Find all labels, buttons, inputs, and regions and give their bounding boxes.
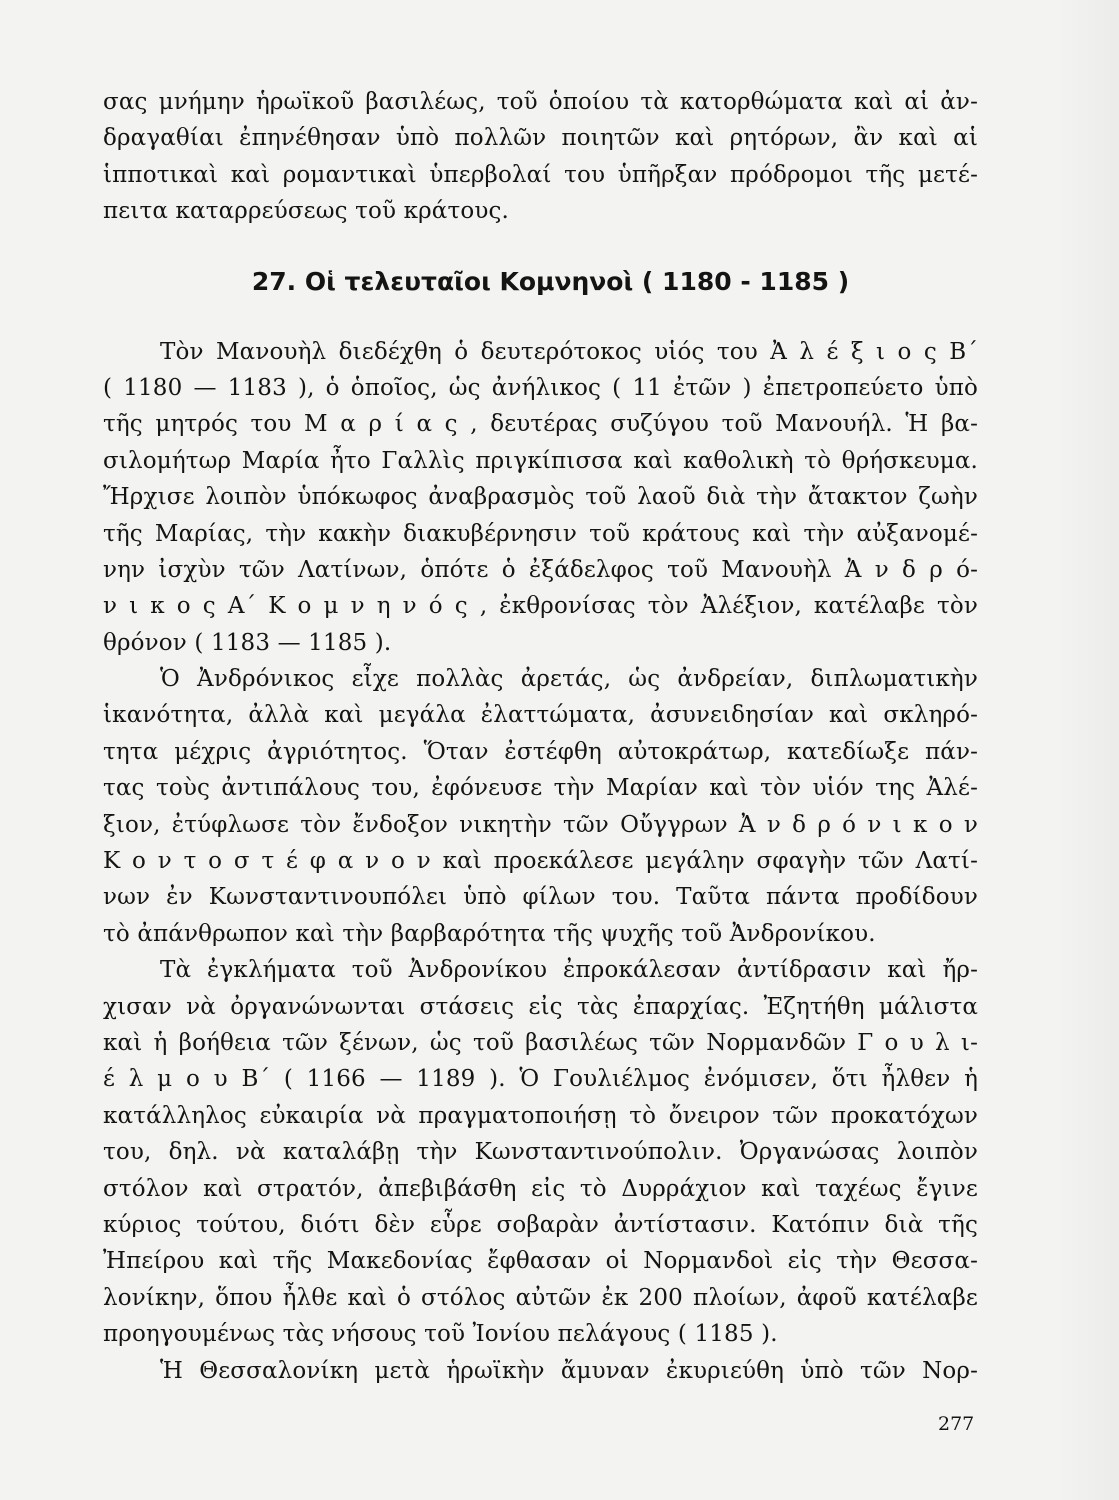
text-line: Ἡ Θεσσαλονίκη μετὰ ἡρωϊκὴν ἄμυναν ἐκυριεύθη ὑπὸ τῶν Νορ- xyxy=(160,1357,978,1384)
paragraph-4 xyxy=(103,1353,978,1389)
text-line: Ὁ Ἀνδρόνικος εἶχε πολλὰς ἀρετάς, ὡς ἀνδρείαν, διπλωματικὴν xyxy=(160,666,978,693)
paragraph-2 xyxy=(103,661,978,952)
paragraph-1 xyxy=(103,334,978,662)
text-line: χισαν νὰ ὀργανώνωνται στάσεις εἰς τὰς ἐπαρχίας. Ἐζητήθη μάλιστα xyxy=(103,993,978,1020)
text-line: Τὸν Μανουὴλ διεδέχθη ὁ δευτερότοκος υἱός του Ἀ λ έ ξ ι ο ς Β΄ xyxy=(160,338,978,365)
page-body xyxy=(103,84,978,1389)
page-edge-shadow xyxy=(1059,0,1119,1500)
text-line: προηγουμένως τὰς νήσους τοῦ Ἰονίου πελάγους ( 1185 ). xyxy=(103,1321,778,1348)
text-line: τῆς Μαρίας, τὴν κακὴν διακυβέρνησιν τοῦ κράτους καὶ τὴν αὐξανομέ- xyxy=(103,520,978,547)
text-line: ἱπποτικαὶ καὶ ρομαντικαὶ ὑπερβολαί του ὑπῆρξαν πρόδρομοι τῆς μετέ- xyxy=(103,161,978,188)
text-line: κύριος τούτου, διότι δὲν εὗρε σοβαρὰν ἀντίστασιν. Κατόπιν διὰ τῆς xyxy=(103,1211,978,1238)
text-line: κατάλληλος εὐκαιρία νὰ πραγματοποιήσῃ τὸ ὄνειρον τῶν προκατόχων xyxy=(103,1102,978,1129)
text-line: τὸ ἀπάνθρωπον καὶ τὴν βαρβαρότητα τῆς ψυχῆς τοῦ Ἀνδρονίκου. xyxy=(103,920,876,947)
text-line: Ἤρχισε λοιπὸν ὑπόκωφος ἀναβρασμὸς τοῦ λαοῦ διὰ τὴν ἄτακτον ζωὴν xyxy=(103,484,978,511)
text-line: νην ἰσχὺν τῶν Λατίνων, ὁπότε ὁ ἐξάδελφος τοῦ Μανουὴλ Ἀ ν δ ρ ό- xyxy=(103,556,978,583)
text-line: καὶ ἡ βοήθεια τῶν ξένων, ὡς τοῦ βασιλέως τῶν Νορμανδῶν Γ ο υ λ ι- xyxy=(103,1029,978,1056)
text-line: σας μνήμην ἡρωϊκοῦ βασιλέως, τοῦ ὁποίου τὰ κατορθώματα καὶ αἱ ἀν- xyxy=(103,89,978,115)
text-line: ν ι κ ο ς Α΄ Κ ο μ ν η ν ό ς , ἐκθρονίσας τὸν Ἀλέξιον, κατέλαβε τὸν xyxy=(103,593,978,620)
page-number: 277 xyxy=(938,1413,975,1435)
text-line: Τὰ ἐγκλήματα τοῦ Ἀνδρονίκου ἐπροκάλεσαν ἀντίδρασιν καὶ ἤρ- xyxy=(160,957,978,984)
text-line: λονίκην, ὅπου ἦλθε καὶ ὁ στόλος αὐτῶν ἐκ 200 πλοίων, ἀφοῦ κατέλαβε xyxy=(103,1284,978,1311)
text-line: θρόνον ( 1183 — 1185 ). xyxy=(103,629,392,656)
paragraph-3 xyxy=(103,952,978,1352)
text-line: ξιον, ἐτύφλωσε τὸν ἔνδοξον νικητὴν τῶν Οὔγγρων Ἀ ν δ ρ ό ν ι κ ο ν xyxy=(103,811,978,838)
text-line: σιλομήτωρ Μαρία ἦτο Γαλλὶς πριγκίπισσα καὶ καθολικὴ τὸ θρήσκευμα. xyxy=(103,447,978,474)
section-heading: 27. Οἱ τελευταῖοι Κομνηνοὶ ( 1180 - 1185 ) xyxy=(251,266,850,296)
text-line: τῆς μητρός του Μ α ρ ί α ς , δευτέρας συζύγου τοῦ Μανουήλ. Ἡ βα- xyxy=(103,411,978,438)
text-line: Κ ο ν τ ο σ τ έ φ α ν ο ν καὶ προεκάλεσε μεγάλην σφαγὴν τῶν Λατί- xyxy=(103,848,978,875)
text-line: έ λ μ ο υ Β΄ ( 1166 — 1189 ). Ὁ Γουλιέλμος ἐνόμισεν, ὅτι ἦλθεν ἡ xyxy=(103,1066,978,1093)
text-line: ἱκανότητα, ἀλλὰ καὶ μεγάλα ἐλαττώματα, ἀσυνειδησίαν καὶ σκληρό- xyxy=(103,702,978,729)
text-line: του, δηλ. νὰ καταλάβῃ τὴν Κωνσταντινούπολιν. Ὀργανώσας λοιπὸν xyxy=(103,1139,978,1166)
text-line: ( 1180 — 1183 ), ὁ ὁποῖος, ὡς ἀνήλικος ( 11 ἐτῶν ) ἐπετροπεύετο ὑπὸ xyxy=(103,374,978,401)
text-line: τας τοὺς ἀντιπάλους του, ἐφόνευσε τὴν Μαρίαν καὶ τὸν υἱόν της Ἀλέ- xyxy=(103,775,978,802)
text-line: δραγαθίαι ἐπηνέθησαν ὑπὸ πολλῶν ποιητῶν καὶ ρητόρων, ἂν καὶ αἱ xyxy=(103,125,978,152)
text-line: νων ἐν Κωνσταντινουπόλει ὑπὸ φίλων του. Ταῦτα πάντα προδίδουν xyxy=(103,884,978,911)
text-line: στόλον καὶ στρατόν, ἀπεβιβάσθη εἰς τὸ Δυρράχιον καὶ ταχέως ἔγινε xyxy=(103,1175,978,1202)
text-line: Ἠπείρου καὶ τῆς Μακεδονίας ἔφθασαν οἱ Νορμανδοὶ εἰς τὴν Θεσσα- xyxy=(103,1248,978,1275)
intro-paragraph xyxy=(103,84,978,230)
text-line: πειτα καταρρεύσεως τοῦ κράτους. xyxy=(103,198,509,225)
text-line: τητα μέχρις ἀγριότητος. Ὅταν ἐστέφθη αὐτοκράτωρ, κατεδίωξε πάν- xyxy=(103,738,978,765)
